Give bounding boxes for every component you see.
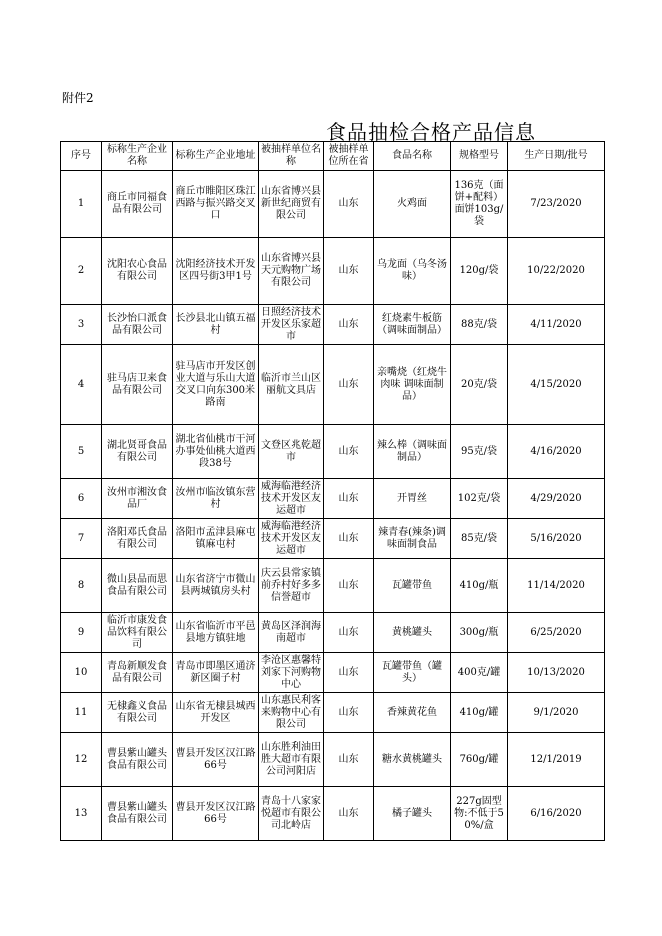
cell-index: 1 xyxy=(61,171,102,238)
cell-producer-address: 青岛市即墨区通济新区圈子村 xyxy=(173,653,259,693)
table-row xyxy=(61,425,605,479)
cell-food-name: 红烧素牛板筋（调味面制品） xyxy=(374,305,451,345)
cell-province: 山东 xyxy=(324,693,374,733)
cell-food-name: 乌龙面（乌冬汤味） xyxy=(374,238,451,305)
cell-spec: 227g固型物:不低于50%/盒 xyxy=(451,787,508,841)
table-header-row xyxy=(61,142,605,171)
table-row xyxy=(61,653,605,693)
cell-food-name: 火鸡面 xyxy=(374,171,451,238)
results-table xyxy=(60,141,605,841)
cell-sampled-unit: 李沧区惠馨特刘家下河购物中心 xyxy=(259,653,324,693)
cell-index: 12 xyxy=(61,733,102,787)
cell-production-date: 5/16/2020 xyxy=(508,519,605,559)
cell-producer-address: 驻马店市开发区创业大道与乐山大道交叉口向东300米路南 xyxy=(173,345,259,425)
cell-producer-address: 汝州市临汝镇东营村 xyxy=(173,479,259,519)
cell-index: 9 xyxy=(61,613,102,653)
cell-food-name: 香辣黄花鱼 xyxy=(374,693,451,733)
table-row xyxy=(61,171,605,238)
cell-production-date: 12/1/2019 xyxy=(508,733,605,787)
cell-production-date: 6/16/2020 xyxy=(508,787,605,841)
cell-sampled-unit: 威海临港经济技术开发区友运超市 xyxy=(259,519,324,559)
header-producer-name: 标称生产企业名称 xyxy=(102,142,173,171)
cell-index: 4 xyxy=(61,345,102,425)
cell-province: 山东 xyxy=(324,733,374,787)
cell-producer-name: 商丘市同福食品有限公司 xyxy=(102,171,173,238)
cell-producer-address: 曹县开发区汉江路66号 xyxy=(173,733,259,787)
cell-producer-name: 曹县紫山罐头食品有限公司 xyxy=(102,733,173,787)
table-row xyxy=(61,519,605,559)
cell-producer-name: 无棣鑫义食品有限公司 xyxy=(102,693,173,733)
header-production-date: 生产日期/批号 xyxy=(508,142,605,171)
cell-food-name: 开胃丝 xyxy=(374,479,451,519)
cell-spec: 102克/袋 xyxy=(451,479,508,519)
table-row xyxy=(61,305,605,345)
cell-province: 山东 xyxy=(324,787,374,841)
cell-production-date: 6/25/2020 xyxy=(508,613,605,653)
cell-sampled-unit: 山东省博兴县新世纪商贸有限公司 xyxy=(259,171,324,238)
cell-food-name: 糖水黄桃罐头 xyxy=(374,733,451,787)
header-index: 序号 xyxy=(61,142,102,171)
table-row xyxy=(61,479,605,519)
cell-sampled-unit: 文登区兆乾超市 xyxy=(259,425,324,479)
cell-producer-name: 沈阳农心食品有限公司 xyxy=(102,238,173,305)
cell-sampled-unit: 威海临港经济技术开发区友运超市 xyxy=(259,479,324,519)
cell-producer-name: 青岛新顺发食品有限公司 xyxy=(102,653,173,693)
cell-spec: 410g/罐 xyxy=(451,693,508,733)
cell-sampled-unit: 山东省博兴县天元购物广场有限公司 xyxy=(259,238,324,305)
table-row xyxy=(61,559,605,613)
cell-food-name: 瓦罐带鱼（罐头） xyxy=(374,653,451,693)
cell-food-name: 橘子罐头 xyxy=(374,787,451,841)
cell-producer-address: 长沙县北山镇五福村 xyxy=(173,305,259,345)
cell-index: 8 xyxy=(61,559,102,613)
cell-production-date: 4/29/2020 xyxy=(508,479,605,519)
page-title: 食品抽检合格产品信息 xyxy=(326,120,536,144)
cell-producer-address: 山东省济宁市微山县两城镇房头村 xyxy=(173,559,259,613)
cell-province: 山东 xyxy=(324,479,374,519)
cell-province: 山东 xyxy=(324,238,374,305)
cell-producer-address: 沈阳经济技术开发区四号街3甲1号 xyxy=(173,238,259,305)
cell-production-date: 11/14/2020 xyxy=(508,559,605,613)
cell-spec: 85克/袋 xyxy=(451,519,508,559)
cell-spec: 95克/袋 xyxy=(451,425,508,479)
cell-producer-address: 山东省无棣县城西开发区 xyxy=(173,693,259,733)
cell-production-date: 4/11/2020 xyxy=(508,305,605,345)
cell-production-date: 7/23/2020 xyxy=(508,171,605,238)
cell-province: 山东 xyxy=(324,559,374,613)
cell-spec: 136克（面饼+配料）面饼103g/袋 xyxy=(451,171,508,238)
cell-producer-name: 微山县品而思食品有限公司 xyxy=(102,559,173,613)
cell-spec: 20克/袋 xyxy=(451,345,508,425)
table-row xyxy=(61,733,605,787)
cell-sampled-unit: 青岛十八家家悦超市有限公司北岭店 xyxy=(259,787,324,841)
cell-spec: 760g/罐 xyxy=(451,733,508,787)
cell-sampled-unit: 临沂市兰山区丽航文具店 xyxy=(259,345,324,425)
cell-province: 山东 xyxy=(324,171,374,238)
cell-producer-name: 洛阳邓氏食品有限公司 xyxy=(102,519,173,559)
cell-producer-address: 山东省临沂市平邑县地方镇驻地 xyxy=(173,613,259,653)
cell-province: 山东 xyxy=(324,613,374,653)
cell-producer-address: 洛阳市孟津县麻屯镇麻屯村 xyxy=(173,519,259,559)
table-row xyxy=(61,693,605,733)
cell-producer-name: 长沙怡口派食品有限公司 xyxy=(102,305,173,345)
cell-producer-name: 汝州市湘汝食品厂 xyxy=(102,479,173,519)
cell-index: 5 xyxy=(61,425,102,479)
cell-index: 13 xyxy=(61,787,102,841)
cell-index: 6 xyxy=(61,479,102,519)
cell-index: 2 xyxy=(61,238,102,305)
cell-production-date: 4/16/2020 xyxy=(508,425,605,479)
cell-province: 山东 xyxy=(324,653,374,693)
header-food-name: 食品名称 xyxy=(374,142,451,171)
cell-producer-name: 湖北贤哥食品有限公司 xyxy=(102,425,173,479)
cell-sampled-unit: 庆云县常家镇前乔村好多多信誉超市 xyxy=(259,559,324,613)
cell-sampled-unit: 黄岛区泽润海南超市 xyxy=(259,613,324,653)
cell-sampled-unit: 山东胜利油田胜大超市有限公司河阳店 xyxy=(259,733,324,787)
cell-food-name: 辣么棒（调味面制品） xyxy=(374,425,451,479)
table-row xyxy=(61,787,605,841)
header-sampled-unit: 被抽样单位名称 xyxy=(259,142,324,171)
cell-index: 7 xyxy=(61,519,102,559)
cell-spec: 410g/瓶 xyxy=(451,559,508,613)
cell-spec: 400克/罐 xyxy=(451,653,508,693)
cell-spec: 300g/瓶 xyxy=(451,613,508,653)
cell-province: 山东 xyxy=(324,305,374,345)
table-row xyxy=(61,238,605,305)
cell-producer-address: 湖北省仙桃市干河办事处仙桃大道西段38号 xyxy=(173,425,259,479)
cell-province: 山东 xyxy=(324,345,374,425)
cell-index: 10 xyxy=(61,653,102,693)
cell-spec: 120g/袋 xyxy=(451,238,508,305)
header-province: 被抽样单位所在省 xyxy=(324,142,374,171)
cell-spec: 88克/袋 xyxy=(451,305,508,345)
cell-production-date: 9/1/2020 xyxy=(508,693,605,733)
cell-food-name: 辣青春(辣条)调味面制食品 xyxy=(374,519,451,559)
cell-sampled-unit: 日照经济技术开发区乐家超市 xyxy=(259,305,324,345)
header-spec: 规格型号 xyxy=(451,142,508,171)
cell-producer-address: 商丘市睢阳区珠江西路与振兴路交叉口 xyxy=(173,171,259,238)
table-row xyxy=(61,613,605,653)
attachment-label: 附件2 xyxy=(62,91,94,105)
cell-food-name: 亲嘴烧（红烧牛肉味 调味面制品） xyxy=(374,345,451,425)
cell-food-name: 瓦罐带鱼 xyxy=(374,559,451,613)
cell-production-date: 10/22/2020 xyxy=(508,238,605,305)
cell-producer-address: 曹县开发区汉江路66号 xyxy=(173,787,259,841)
cell-production-date: 4/15/2020 xyxy=(508,345,605,425)
cell-food-name: 黄桃罐头 xyxy=(374,613,451,653)
cell-producer-name: 临沂市康发食品饮料有限公司 xyxy=(102,613,173,653)
cell-index: 11 xyxy=(61,693,102,733)
cell-province: 山东 xyxy=(324,425,374,479)
cell-production-date: 10/13/2020 xyxy=(508,653,605,693)
table-row xyxy=(61,345,605,425)
header-producer-address: 标称生产企业地址 xyxy=(173,142,259,171)
cell-sampled-unit: 山东惠民利客来购物中心有限公司 xyxy=(259,693,324,733)
cell-index: 3 xyxy=(61,305,102,345)
cell-producer-name: 驻马店卫来食品有限公司 xyxy=(102,345,173,425)
cell-producer-name: 曹县紫山罐头食品有限公司 xyxy=(102,787,173,841)
cell-province: 山东 xyxy=(324,519,374,559)
